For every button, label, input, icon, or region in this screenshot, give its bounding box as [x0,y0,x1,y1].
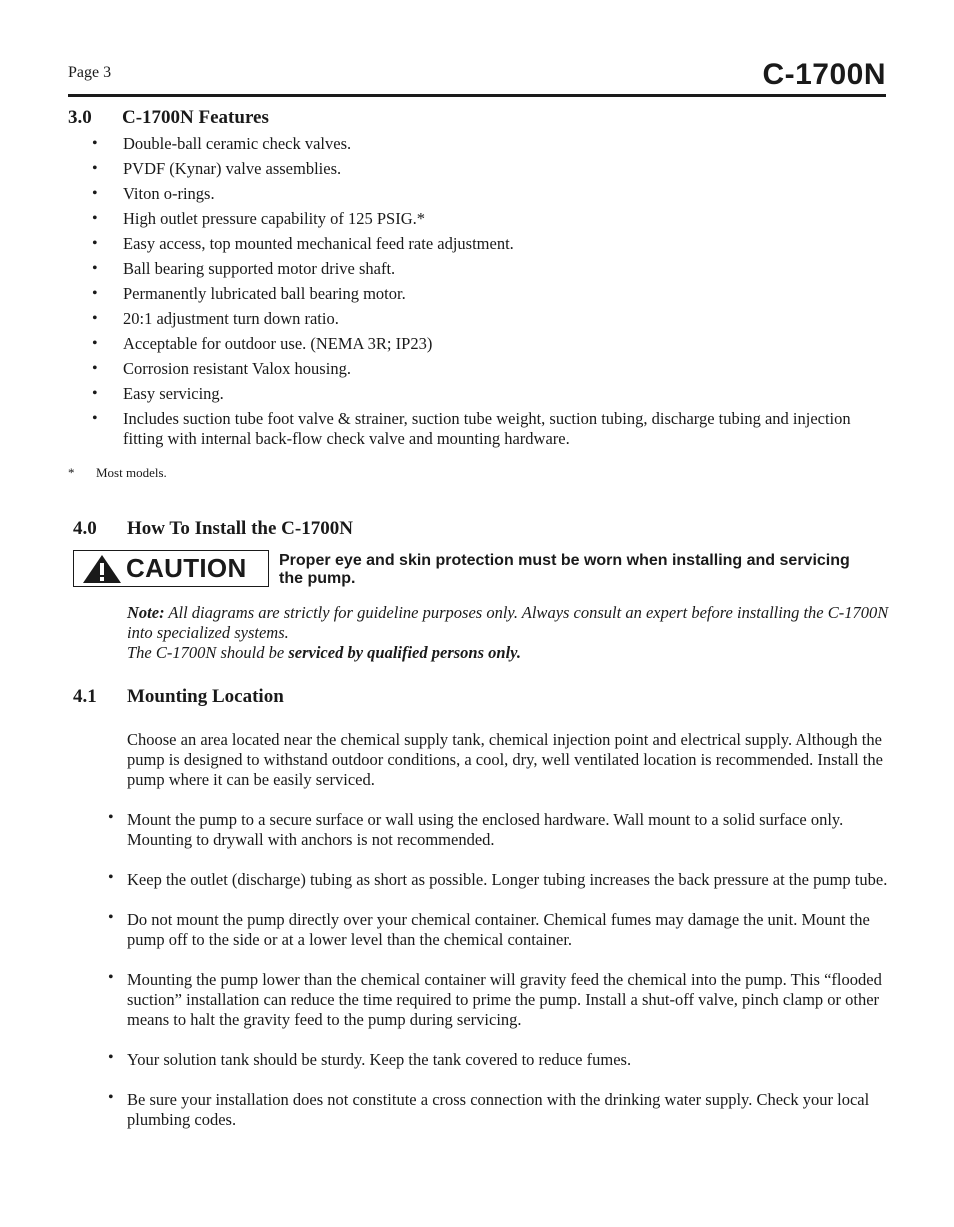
feature-item-text: Easy servicing. [123,384,224,403]
mounting-list [108,810,898,1150]
footnote [68,465,167,481]
section-4-heading [73,518,353,540]
header-rule [68,94,886,97]
note-block [127,603,897,663]
features-list [92,134,892,454]
feature-item-text: Includes suction tube foot valve & strainer, suction tube weight, suction tubing, discharge tubing and injection fitting with internal back-flow check valve and mounting hardware. [123,409,851,448]
section-4-1-heading [73,686,284,708]
feature-item-text: Viton o-rings. [123,184,215,203]
bullet-icon: • [92,135,98,152]
mounting-item [108,970,898,1030]
feature-item-text: Corrosion resistant Valox housing. [123,359,351,378]
feature-item [92,309,892,329]
feature-item [92,159,892,179]
bullet-icon: • [108,1089,114,1106]
bullet-icon: • [108,909,114,926]
mounting-intro: Choose an area located near the chemical supply tank, chemical injection point and electrical supply. Although the pump is designed to withstand outdoor conditions, a cool, dry, well ventilated location is recommended. Install the pump where it can be easily serviced. [127,730,883,789]
mounting-item [108,810,898,850]
mounting-item-text: Do not mount the pump directly over your chemical container. Chemical fumes may damage the unit. Mount the pump off to the side or at a lower level than the chemical container. [127,910,870,949]
feature-item [92,259,892,279]
mounting-item-text: Mount the pump to a secure surface or wall using the enclosed hardware. Wall mount to a solid surface only. Mounting to drywall with anchors is not recommended. [127,810,844,849]
section-3-title: C-1700N Features [122,107,269,128]
mounting-item-text: Be sure your installation does not constitute a cross connection with the drinking water supply. Check your local plumbing codes. [127,1090,870,1129]
feature-item-text: High outlet pressure capability of 125 PSIG.* [123,209,425,228]
mounting-item [108,910,898,950]
footnote-text: Most models. [96,465,167,480]
bullet-icon: • [92,185,98,202]
feature-item-text: Double-ball ceramic check valves. [123,134,352,153]
feature-item-text: Ball bearing supported motor drive shaft. [123,259,396,278]
mounting-item-text: Mounting the pump lower than the chemical container will gravity feed the chemical into the pump. This “flooded suction” installation can reduce the time required to prime the pump. Install a shut-off valve, pinch clamp or other means to halt the gravity feed to the pump during servicing. [127,970,882,1029]
bullet-icon: • [108,1049,114,1066]
mounting-item [108,1050,898,1070]
feature-item [92,334,892,354]
section-4-number: 4.0 [73,518,97,539]
mounting-item-text: Your solution tank should be sturdy. Keep the tank covered to reduce fumes. [127,1050,632,1069]
footnote-mark: * [68,465,75,480]
feature-item-text: 20:1 adjustment turn down ratio. [123,309,339,328]
service-emphasis: serviced by qualified persons only. [288,643,521,662]
feature-item [92,209,892,229]
bullet-icon: • [108,969,114,986]
bullet-icon: • [92,260,98,277]
section-3-heading [68,107,269,129]
bullet-icon: • [92,385,98,402]
feature-item-text: Easy access, top mounted mechanical feed rate adjustment. [123,234,514,253]
bullet-icon: • [108,809,114,826]
caution-label: CAUTION [126,553,247,583]
warning-triangle-icon [82,554,122,584]
section-4-1-number: 4.1 [73,686,97,707]
feature-item [92,134,892,154]
mounting-item [108,1090,898,1130]
mounting-item [108,870,898,890]
bullet-icon: • [92,235,98,252]
feature-item [92,184,892,204]
feature-item-text: Acceptable for outdoor use. (NEMA 3R; IP23) [123,334,433,353]
feature-item [92,409,892,449]
feature-item-text: PVDF (Kynar) valve assemblies. [123,159,342,178]
feature-item [92,284,892,304]
section-3-number: 3.0 [68,107,92,128]
caution-message: Proper eye and skin protection must be worn when installing and servicing the pump. [279,552,850,587]
page-number: Page 3 [68,64,112,81]
feature-item [92,384,892,404]
bullet-icon: • [92,310,98,327]
bullet-icon: • [92,410,98,427]
section-4-title: How To Install the C-1700N [127,518,353,539]
bullet-icon: • [92,285,98,302]
mounting-item-text: Keep the outlet (discharge) tubing as short as possible. Longer tubing increases the back pressure at the pump tube. [127,870,888,889]
bullet-icon: • [92,160,98,177]
caution-box [73,550,269,587]
bullet-icon: • [92,210,98,227]
service-prefix: The C-1700N should be [127,643,289,662]
bullet-icon: • [108,869,114,886]
note-label: Note: [127,603,165,622]
note-text: All diagrams are strictly for guideline purposes only. Always consult an expert before installing the C-1700N into specialized systems. [127,603,889,642]
section-4-1-title: Mounting Location [127,686,284,707]
bullet-icon: • [92,360,98,377]
feature-item [92,234,892,254]
bullet-icon: • [92,335,98,352]
feature-item [92,359,892,379]
feature-item-text: Permanently lubricated ball bearing motor. [123,284,406,303]
document-title: C-1700N [762,58,886,91]
